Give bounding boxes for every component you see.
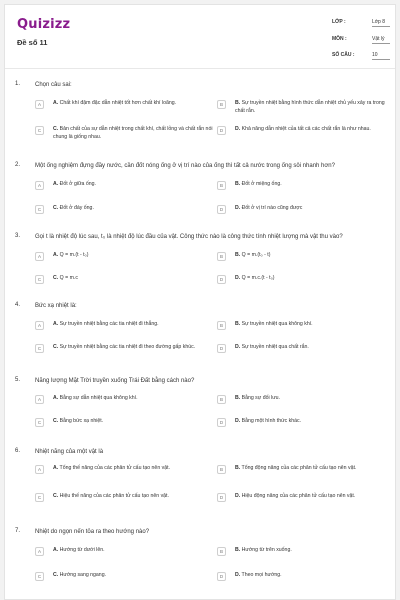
option-prefix: C. xyxy=(53,493,59,499)
answer-option-b[interactable] xyxy=(217,545,396,563)
worksheet-title: Đề số 11 xyxy=(17,38,48,47)
meta-subject xyxy=(332,34,394,44)
answer-option-d[interactable] xyxy=(217,342,396,360)
answer-option-a[interactable] xyxy=(35,250,219,268)
option-text xyxy=(235,205,395,213)
option-letter-box: B xyxy=(217,100,226,109)
option-body: Bằng bức xạ nhiệt. xyxy=(58,418,104,424)
option-body: Q = m.c.(t - t₀) xyxy=(240,275,275,281)
option-letter-box: A xyxy=(35,465,44,474)
option-letter-box: C xyxy=(35,572,44,581)
option-prefix: A. xyxy=(53,465,59,471)
answer-option-c[interactable] xyxy=(35,416,219,434)
option-prefix: A. xyxy=(53,100,59,106)
question-text: Chọn câu sai: xyxy=(35,82,72,88)
worksheet-page xyxy=(4,4,396,600)
question-number: 4. xyxy=(15,302,21,308)
option-text xyxy=(53,465,213,473)
option-body: Chất khí đậm đặc dẫn nhiệt tốt hơn chất khí loãng. xyxy=(58,100,177,106)
answer-option-b[interactable] xyxy=(217,463,396,481)
question-text: Một ống nghiệm đựng đầy nước, cần đốt nóng ống ở vị trí nào của ống thì tất cả nước trong ống sôi nhanh hơn? xyxy=(35,163,335,169)
option-letter-box: B xyxy=(217,321,226,330)
answer-option-d[interactable] xyxy=(217,273,396,291)
option-letter-box: A xyxy=(35,252,44,261)
option-letter-box: D xyxy=(217,205,226,214)
option-body: Khả năng dẫn nhiệt của tất cả các chất rắn là như nhau. xyxy=(240,126,371,132)
option-body: Bản chất của sự dẫn nhiệt trong chất khí, chất lỏng và chất rắn nói chung là giống nhau. xyxy=(53,126,213,140)
question-number: 7. xyxy=(15,528,21,534)
option-body: Sự truyền nhiệt bằng các tia nhiệt đi thẳng. xyxy=(58,321,159,327)
question-number: 2. xyxy=(15,162,21,168)
meta-class-value: Lớp 8 xyxy=(372,19,390,27)
option-body: Hiệu động năng của các phân tử cấu tạo nên vật. xyxy=(240,493,356,499)
option-letter-box: A xyxy=(35,395,44,404)
option-letter-box: C xyxy=(35,418,44,427)
option-letter-box: B xyxy=(217,465,226,474)
option-prefix: C. xyxy=(53,572,59,578)
answer-option-d[interactable] xyxy=(217,416,396,434)
option-body: Sự truyền nhiệt qua chất rắn. xyxy=(240,344,309,350)
option-text xyxy=(53,418,213,426)
option-text xyxy=(235,275,395,283)
option-letter-box: C xyxy=(35,205,44,214)
option-prefix: D. xyxy=(235,126,241,132)
option-letter-box: A xyxy=(35,181,44,190)
option-letter-box: B xyxy=(217,547,226,556)
answer-option-c[interactable] xyxy=(35,491,219,509)
option-text xyxy=(235,493,395,501)
option-body: Bằng một hình thức khác. xyxy=(240,418,302,424)
option-text xyxy=(235,100,395,115)
option-body: Bằng sự dẫn nhiệt qua không khí. xyxy=(58,395,138,401)
option-prefix: B. xyxy=(235,321,241,327)
option-letter-box: D xyxy=(217,126,226,135)
question-text: Gọi t là nhiệt độ lúc sau, t₀ là nhiệt độ lúc đầu của vật. Công thức nào là công thức tính nhiệt lượng mà vật thu vào? xyxy=(35,234,343,240)
option-prefix: D. xyxy=(235,344,241,350)
worksheet-header xyxy=(5,5,396,69)
question-number: 3. xyxy=(15,233,21,239)
answer-option-c[interactable] xyxy=(35,273,219,291)
answer-option-b[interactable] xyxy=(217,179,396,197)
option-text xyxy=(53,100,213,108)
option-body: Hướng từ trên xuống. xyxy=(240,547,292,553)
option-text xyxy=(53,395,213,403)
option-prefix: A. xyxy=(53,395,59,401)
quizizz-logo: Quizizz xyxy=(17,17,71,32)
option-body: Q = m.(t₀ - t) xyxy=(240,252,271,258)
option-prefix: D. xyxy=(235,493,241,499)
answer-option-a[interactable] xyxy=(35,179,219,197)
option-text xyxy=(235,181,395,189)
answer-option-d[interactable] xyxy=(217,570,396,588)
meta-class-label: LỚP : xyxy=(332,19,346,25)
answer-option-b[interactable] xyxy=(217,250,396,268)
option-letter-box: C xyxy=(35,344,44,353)
answer-option-a[interactable] xyxy=(35,393,219,411)
option-prefix: B. xyxy=(235,100,241,106)
option-body: Đốt ở vị trí nào cũng được xyxy=(240,205,303,211)
option-body: Q = m.c xyxy=(58,275,78,281)
answer-option-a[interactable] xyxy=(35,545,219,563)
option-prefix: A. xyxy=(53,181,59,187)
option-letter-box: C xyxy=(35,493,44,502)
question-number: 1. xyxy=(15,81,21,87)
option-text xyxy=(53,205,213,213)
option-letter-box: C xyxy=(35,275,44,284)
option-text xyxy=(53,493,213,501)
meta-count xyxy=(332,50,394,60)
option-body: Q = m.(t - t₀) xyxy=(58,252,89,258)
option-letter-box: D xyxy=(217,275,226,284)
option-letter-box: A xyxy=(35,547,44,556)
answer-option-a[interactable] xyxy=(35,463,219,481)
option-prefix: C. xyxy=(53,205,59,211)
option-letter-box: A xyxy=(35,321,44,330)
option-prefix: B. xyxy=(235,465,241,471)
answer-option-c[interactable] xyxy=(35,342,219,360)
option-prefix: D. xyxy=(235,418,241,424)
option-prefix: D. xyxy=(235,572,241,578)
option-prefix: C. xyxy=(53,344,59,350)
option-text xyxy=(53,275,213,283)
option-body: Hiệu thế năng của các phân tử cấu tạo nên vật. xyxy=(58,493,169,499)
option-text xyxy=(53,344,213,352)
meta-class xyxy=(332,17,394,27)
option-body: Sự truyền nhiệt bằng các tia nhiệt đi theo đường gấp khúc. xyxy=(58,344,196,350)
answer-option-d[interactable] xyxy=(217,491,396,509)
option-text xyxy=(53,547,213,555)
option-prefix: D. xyxy=(235,275,241,281)
option-body: Đốt ở giữa ống. xyxy=(58,181,96,187)
answer-option-a[interactable] xyxy=(35,98,219,116)
answer-option-b[interactable] xyxy=(217,319,396,337)
option-text xyxy=(53,572,213,580)
meta-subject-label: MÔN : xyxy=(332,36,347,42)
option-body: Sự truyền nhiệt bằng hình thức dẫn nhiệt chủ yếu xảy ra trong chất rắn. xyxy=(235,100,385,114)
option-body: Tổng thế năng của các phân tử cấu tạo nên vật. xyxy=(58,465,171,471)
answer-option-c[interactable] xyxy=(35,124,219,142)
question-text: Nhiệt năng của một vật là xyxy=(35,449,104,455)
question-text: Năng lượng Mặt Trời truyền xuống Trái Đất bằng cách nào? xyxy=(35,378,195,384)
option-letter-box: B xyxy=(217,181,226,190)
option-prefix: B. xyxy=(235,547,241,553)
option-body: Sự truyền nhiệt qua không khí. xyxy=(240,321,313,327)
option-body: Tổng động năng của các phân tử cấu tạo nên vật. xyxy=(240,465,357,471)
option-text xyxy=(235,395,395,403)
answer-option-d[interactable] xyxy=(217,124,396,142)
option-prefix: B. xyxy=(235,181,241,187)
question-number: 5. xyxy=(15,377,21,383)
option-body: Hướng từ dưới lên. xyxy=(58,547,105,553)
option-text xyxy=(235,547,395,555)
option-letter-box: B xyxy=(217,395,226,404)
question-number: 6. xyxy=(15,448,21,454)
answer-option-a[interactable] xyxy=(35,319,219,337)
option-letter-box: D xyxy=(217,493,226,502)
option-body: Hướng sang ngang. xyxy=(58,572,107,578)
option-body: Bằng sự đối lưu. xyxy=(240,395,281,401)
option-text xyxy=(53,126,213,141)
option-prefix: D. xyxy=(235,205,241,211)
option-prefix: B. xyxy=(235,395,241,401)
option-letter-box: D xyxy=(217,418,226,427)
answer-option-c[interactable] xyxy=(35,570,219,588)
option-letter-box: D xyxy=(217,572,226,581)
answer-option-b[interactable] xyxy=(217,393,396,411)
meta-count-value: 10 xyxy=(372,52,390,60)
question-text: Bức xạ nhiệt là: xyxy=(35,303,77,309)
option-text xyxy=(235,572,395,580)
option-letter-box: C xyxy=(35,126,44,135)
option-letter-box: B xyxy=(217,252,226,261)
meta-subject-value: Vật lý xyxy=(372,36,390,44)
answer-option-c[interactable] xyxy=(35,203,219,221)
option-letter-box: D xyxy=(217,344,226,353)
option-text xyxy=(235,126,395,134)
option-prefix: A. xyxy=(53,547,59,553)
option-prefix: B. xyxy=(235,252,241,258)
option-body: Đốt ở miệng ống. xyxy=(240,181,282,187)
option-text xyxy=(235,252,395,260)
option-text xyxy=(53,252,213,260)
option-prefix: C. xyxy=(53,126,59,132)
option-text xyxy=(53,181,213,189)
option-prefix: C. xyxy=(53,275,59,281)
option-prefix: C. xyxy=(53,418,59,424)
question-text: Nhiệt do ngọn nến tỏa ra theo hướng nào? xyxy=(35,529,150,535)
option-letter-box: A xyxy=(35,100,44,109)
meta-count-label: SỐ CÂU : xyxy=(332,52,355,58)
option-body: Đốt ở đáy ống. xyxy=(58,205,94,211)
answer-option-b[interactable] xyxy=(217,98,396,116)
option-prefix: A. xyxy=(53,252,59,258)
option-text xyxy=(235,418,395,426)
answer-option-d[interactable] xyxy=(217,203,396,221)
option-prefix: A. xyxy=(53,321,59,327)
option-text xyxy=(235,465,395,473)
option-body: Theo mọi hướng. xyxy=(240,572,282,578)
option-text xyxy=(235,344,395,352)
option-text xyxy=(235,321,395,329)
option-text xyxy=(53,321,213,329)
